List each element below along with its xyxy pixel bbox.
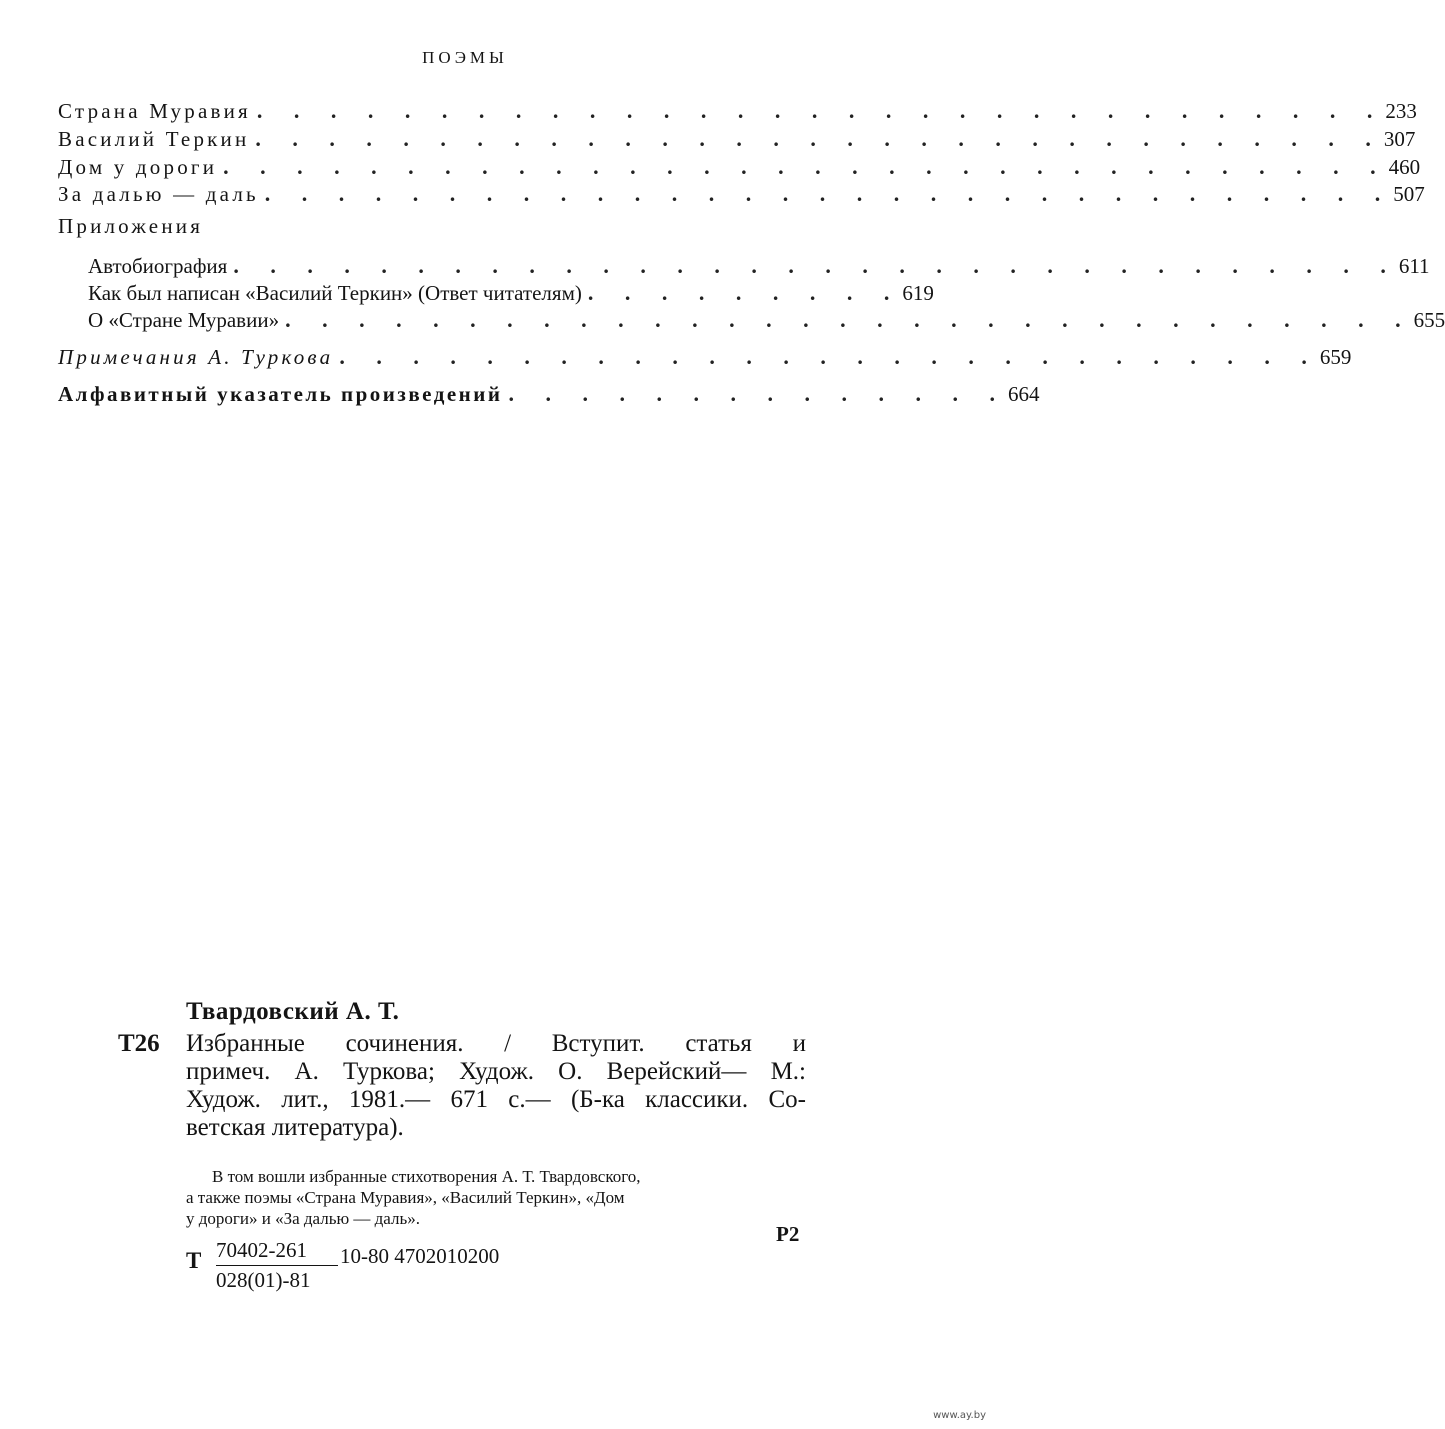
appendix-heading: Приложения: [58, 214, 204, 238]
toc-entry: [58, 126, 1416, 154]
fraction-denominator: 028(01)-81: [216, 1268, 311, 1292]
catalog-index-tail: 10-80 4702010200: [340, 1244, 500, 1268]
toc-entry: [58, 154, 1421, 182]
toc-entry-title: Алфавитный указатель произведений: [58, 382, 503, 406]
toc-entry-title: За далью — даль: [58, 182, 259, 206]
toc-entry-page: 507: [1393, 182, 1425, 206]
toc-leader-dots: . . . . . . . . . . . . . . . . . . . . . . . . . . . . . . .: [264, 181, 1394, 206]
catalog-annotation-line: а также поэмы «Страна Муравия», «Василий Теркин», «Дом: [186, 1188, 625, 1207]
toc-leader-dots: . . . . . . . . . . . . . . . . . . . . . . . . . . .: [339, 344, 1320, 369]
toc-entry: [58, 181, 1425, 209]
catalog-index-letter: Т: [186, 1248, 202, 1273]
catalog-description-line: примеч. А. Туркова; Худож. О. Верейский— М.:: [186, 1058, 806, 1085]
toc-entry-title: Автобиография: [88, 254, 228, 278]
catalog-code: Т26: [118, 1030, 160, 1057]
toc-entry-page: 619: [902, 281, 934, 305]
toc-entry-page: 655: [1413, 308, 1445, 332]
catalog-description-line: Худож. лит., 1981.— 671 с.— (Б-ка классики. Со-: [186, 1086, 806, 1113]
toc-entry-page: 611: [1398, 254, 1430, 278]
toc-entry-title: Дом у дороги: [58, 155, 218, 179]
toc-leader-dots: . . . . . . . . . . . . . . . . . . . . . . . . . . . . . . . .: [233, 253, 1399, 278]
toc-entry-page: 460: [1388, 155, 1421, 179]
toc-entry-title: Как был написан «Василий Теркин» (Ответ читателям): [88, 281, 582, 305]
catalog-index-fraction: [216, 1238, 338, 1293]
toc-entry: [88, 253, 1430, 281]
toc-entry: [58, 98, 1417, 126]
toc-leader-dots: . . . . . . . . . . . . . .: [508, 381, 1008, 406]
toc-entry-title: О «Стране Муравии»: [88, 308, 280, 332]
catalog-annotation-line: у дороги» и «За далью — даль».: [186, 1209, 420, 1228]
catalog-annotation-line: В том вошли избранные стихотворения А. Т. Твардовского,: [212, 1167, 641, 1186]
toc-entry-title: Страна Муравия: [58, 99, 251, 123]
catalog-annotation: [186, 1166, 806, 1229]
toc-entry-page: 307: [1383, 127, 1416, 151]
catalog-description-line: ветская литература).: [186, 1114, 404, 1141]
catalog-author: Твардовский А. Т.: [186, 998, 400, 1025]
toc-entry-title: Василий Теркин: [58, 127, 250, 151]
catalog-description-line: Избранные сочинения. / Вступит. статья и: [186, 1030, 806, 1057]
toc-entry-title: Примечания А. Туркова: [58, 345, 334, 369]
toc-leader-dots: . . . . . . . . . . . . . . . . . . . . . . . . . . . . . . .: [285, 307, 1414, 332]
toc-leader-dots: . . . . . . . . . . . . . . . . . . . . . . . . . . . . . . . .: [223, 154, 1389, 179]
toc-entry-page: 659: [1319, 345, 1352, 369]
watermark: www.ay.by: [933, 1410, 986, 1421]
catalog-description: [186, 1030, 806, 1142]
fraction-numerator: 70402-261: [216, 1238, 338, 1266]
toc-entry: [58, 344, 1352, 372]
toc-leader-dots: . . . . . . . . . . . . . . . . . . . . . . . . . . . . . . .: [256, 98, 1386, 123]
toc-entry: [88, 307, 1445, 335]
section-heading: ПОЭМЫ: [422, 48, 508, 67]
toc-leader-dots: . . . . . . . . . . . . . . . . . . . . . . . . . . . . . . .: [255, 126, 1384, 151]
catalog-bbk-code: Р2: [776, 1222, 800, 1246]
toc-leader-dots: . . . . . . . . .: [587, 280, 903, 305]
toc-entry: [58, 381, 1040, 409]
toc-entry-page: 664: [1007, 382, 1040, 406]
toc-entry: [88, 280, 934, 308]
toc-entry-page: 233: [1385, 99, 1417, 123]
